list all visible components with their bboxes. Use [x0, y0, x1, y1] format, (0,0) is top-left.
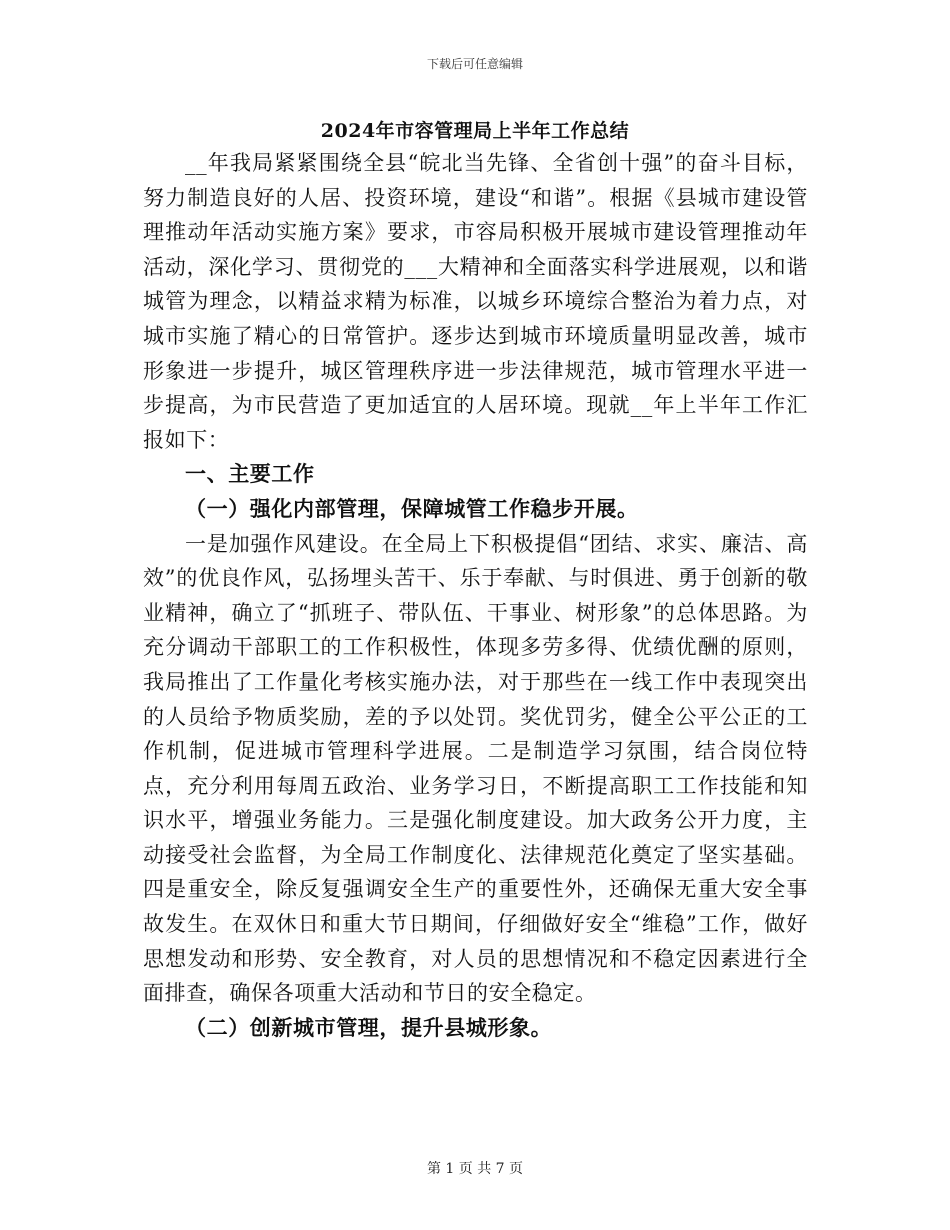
subsection-paragraph-internal-management: 一是加强作风建设。在全局上下积极提倡“团结、求实、廉洁、高效”的优良作风，弘扬埋头苦干、乐于奉献、与时俱进、勇于创新的敬业精神，确立了“抓班子、带队伍、干事业、树形象”的总体思路。为充分调动干部职工的工作积极性，体现多劳多得、优绩优酬的原则，我局推出了工作量化考核实施办法，对于那些在一线工作中表现突出的人员给予物质奖励，差的予以处罚。奖优罚劣，健全公平公正的工作机制，促进城市管理科学进展。二是制造学习氛围，结合岗位特点，充分利用每周五政治、业务学习日，不断提高职工工作技能和知识水平，增强业务能力。三是强化制度建设。加大政务公开力度，主动接受社会监督，为全局工作制度化、法律规范化奠定了坚实基础。四是重安全，除反复强调安全生产的重要性外，还确保无重大安全事故发生。在双休日和重大节日期间，仔细做好安全“维稳”工作，做好思想发动和形势、安全教育，对人员的思想情况和不稳定因素进行全面排查，确保各项重大活动和节日的安全稳定。 [143, 531, 808, 1006]
section-heading-main-work: 一、主要工作 [185, 461, 315, 487]
subsection-heading-city-management: （二）创新城市管理，提升县城形象。 [185, 1014, 553, 1040]
subsection-heading-internal-management: （一）强化内部管理，保障城管工作稳步开展。 [185, 495, 639, 521]
page-number-footer: 第 1 页 共 7 页 [426, 1161, 524, 1177]
document-title: 2024年市容管理局上半年工作总结 [320, 120, 630, 142]
document-body [143, 146, 808, 1045]
header-note: 下载后可任意编辑 [426, 57, 523, 71]
intro-paragraph: __年我局紧紧围绕全县“皖北当先锋、全省创十强”的奋斗目标，努力制造良好的人居、投资环境，建设“和谐”。根据《县城市建设管理推动年活动实施方案》要求，市容局积极开展城市建设管理推动年活动，深化学习、贯彻党的___大精神和全面落实科学进展观，以和谐城管为理念，以精益求精为标准，以城乡环境综合整治为着力点，对城市实施了精心的日常管护。逐步达到城市环境质量明显改善，城市形象进一步提升，城区管理秩序进一步法律规范，城市管理水平进一步提高，为市民营造了更加适宜的人居环境。现就__年上半年工作汇报如下： [143, 151, 808, 452]
